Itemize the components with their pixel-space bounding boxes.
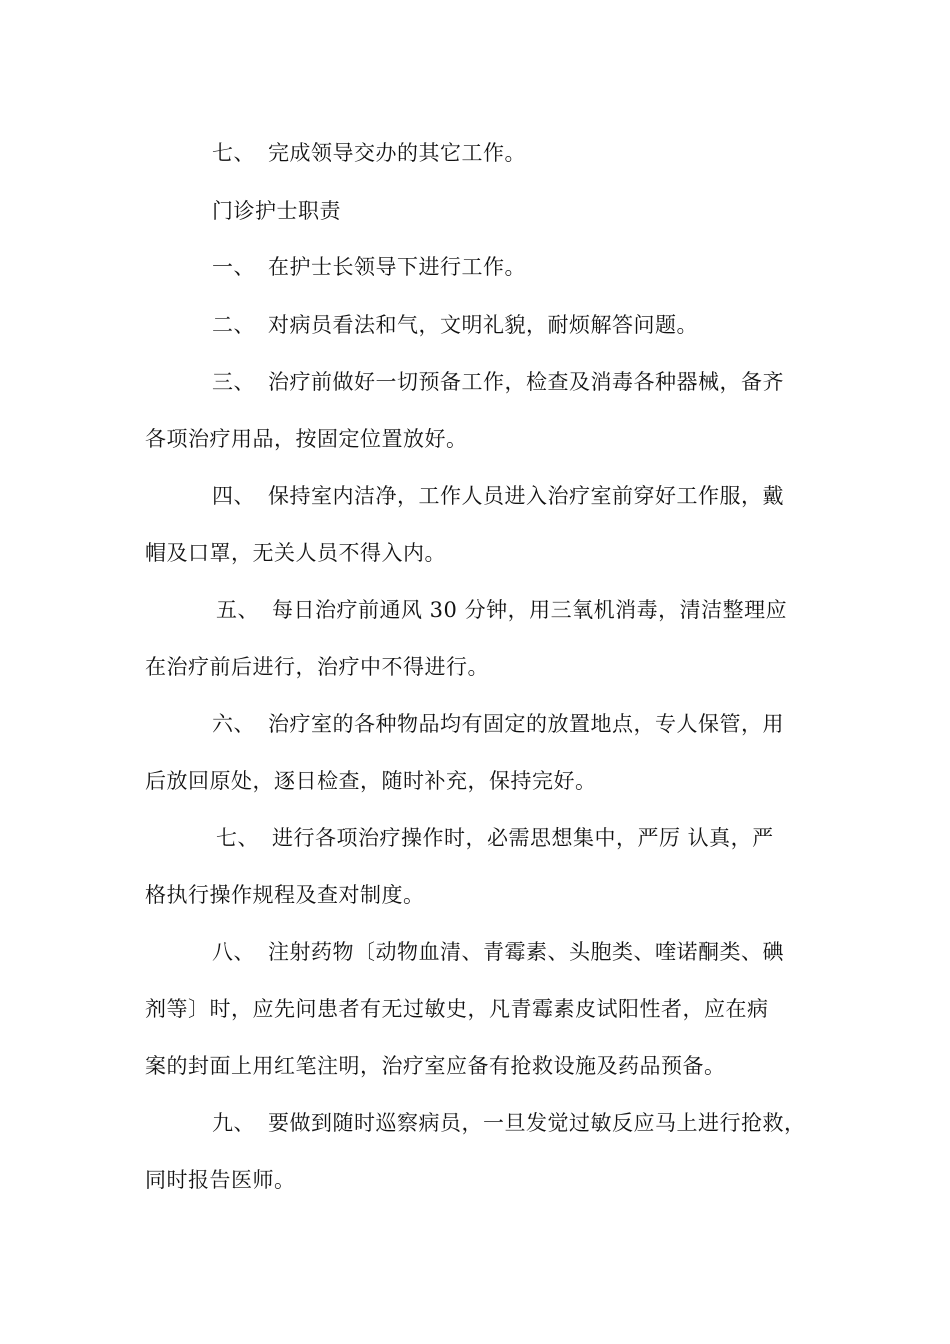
item-text: 注射药物〔动物血清、青霉素、头胞类、喹诺酮类、碘 <box>268 940 784 964</box>
item-number: 一、 <box>212 255 255 279</box>
item-text: 完成领导交办的其它工作。 <box>268 141 526 165</box>
item-3-line-2 <box>145 424 468 454</box>
item-text: 在护士长领导下进行工作。 <box>268 255 526 279</box>
item-9-line-2 <box>145 1165 296 1195</box>
item-4-line-1 <box>212 481 784 511</box>
item-8-line-3 <box>145 1051 726 1081</box>
item-8-line-1 <box>212 937 784 967</box>
item-text: 格执行操作规程及查对制度。 <box>145 883 425 907</box>
item-text: 保持室内洁净，工作人员进入治疗室前穿好工作服，戴 <box>268 484 784 508</box>
item-text: 后放回原处，逐日检查，随时补充，保持完好。 <box>145 769 597 793</box>
item-text: 每日治疗前通风 30 分钟，用三氧机消毒，清洁整理应 <box>272 598 788 622</box>
section-heading-text: 门诊护士职责 <box>212 199 341 223</box>
item-text: 进行各项治疗操作时，必需思想集中，严厉 认真，严 <box>272 826 774 850</box>
item-text: 在治疗前后进行，治疗中不得进行。 <box>145 655 489 679</box>
item-text: 帽及口罩，无关人员不得入内。 <box>145 541 446 565</box>
item-number: 四、 <box>212 484 255 508</box>
item-6-line-2 <box>145 766 597 796</box>
item-number: 七、 <box>216 826 259 850</box>
item-7b-line-2 <box>145 880 425 910</box>
item-4-line-2 <box>145 538 446 568</box>
item-number: 二、 <box>212 313 255 337</box>
item-2-line-1 <box>212 310 698 340</box>
item-8-line-2 <box>145 994 769 1024</box>
item-5-line-2 <box>145 652 489 682</box>
item-text: 治疗室的各种物品均有固定的放置地点，专人保管，用 <box>268 712 784 736</box>
item-number: 三、 <box>212 370 255 394</box>
item-number: 九、 <box>212 1111 255 1135</box>
item-text: 同时报告医师。 <box>145 1168 296 1192</box>
item-number: 六、 <box>212 712 255 736</box>
item-text: 案的封面上用红笔注明，治疗室应备有抢救设施及药品预备。 <box>145 1054 726 1078</box>
item-text: 要做到随时巡察病员，一旦发觉过敏反应马上进行抢救， <box>268 1111 806 1135</box>
item-text: 治疗前做好一切预备工作，检查及消毒各种器械，备齐 <box>268 370 784 394</box>
item-number: 八、 <box>212 940 255 964</box>
item-7-line-1 <box>212 138 526 168</box>
item-number: 五、 <box>216 598 259 622</box>
item-9-line-1 <box>212 1108 806 1138</box>
item-number: 七、 <box>212 141 255 165</box>
item-5-line-1 <box>216 595 787 625</box>
item-text: 剂等〕时，应先问患者有无过敏史，凡青霉素皮试阳性者，应在病 <box>145 997 769 1021</box>
item-text: 对病员看法和气，文明礼貌，耐烦解答问题。 <box>268 313 698 337</box>
item-1-line-1 <box>212 252 526 282</box>
item-3-line-1 <box>212 367 784 397</box>
item-text: 各项治疗用品，按固定位置放好。 <box>145 427 468 451</box>
section-heading <box>212 196 341 226</box>
item-7b-line-1 <box>216 823 774 853</box>
item-6-line-1 <box>212 709 784 739</box>
